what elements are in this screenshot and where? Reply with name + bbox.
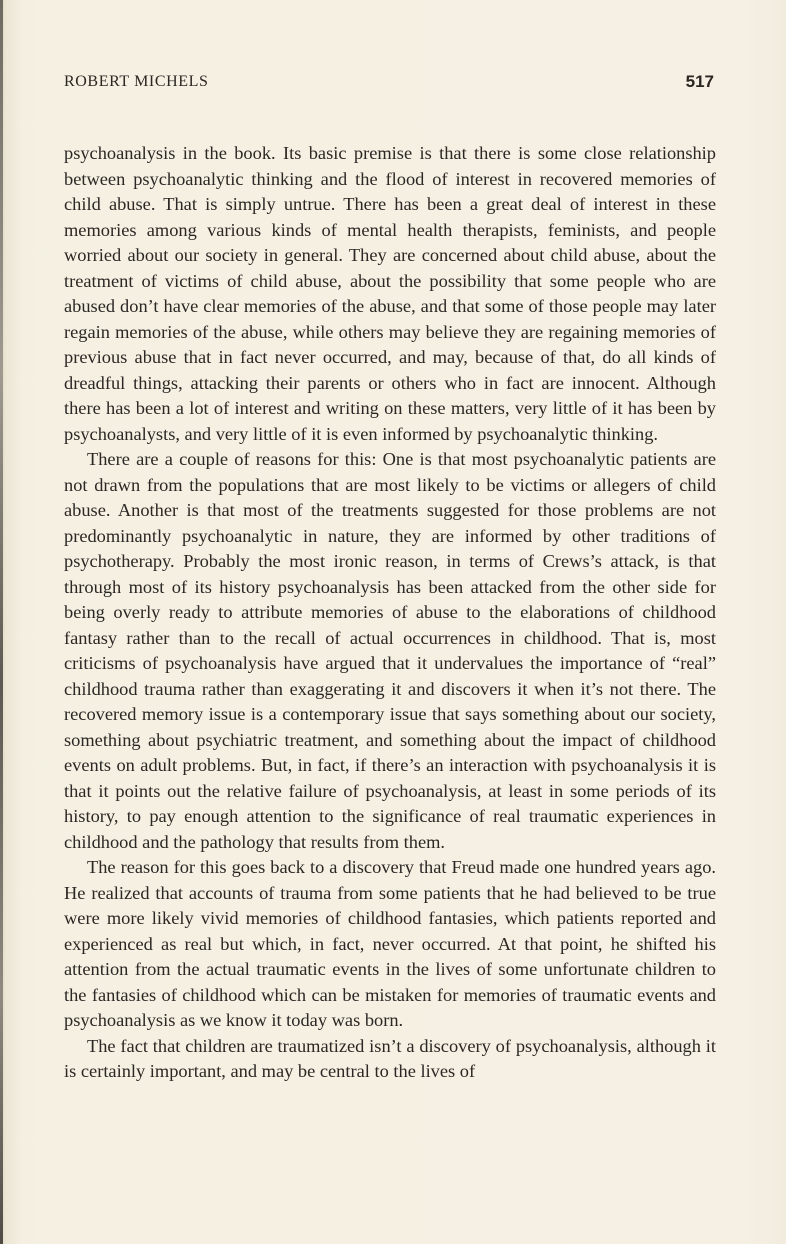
- paragraph: The reason for this goes back to a discovery that Freud made one hundred years ago. He realized that accounts of trauma from some patients that he had believed to be true were more likely vivid memories of childhood fantasies, which patients reported and experienced as real but which, in fact, never occurred. At that point, he shifted his attention from the actual traumatic events in the lives of some unfortunate children to the fantasies of childhood which can be mistaken for memories of traumatic events and psychoanalysis as we know it today was born.: [64, 857, 716, 1030]
- page-number: 517: [685, 72, 714, 91]
- running-head: [64, 73, 714, 97]
- running-head-author: ROBERT MICHELS: [64, 73, 209, 90]
- body-text: [64, 141, 716, 1085]
- book-spine-shadow: [0, 0, 3, 1244]
- paragraph: psychoanalysis in the book. Its basic premise is that there is some close relationship between psychoanalytic thinking and the flood of interest in recovered memories of child abuse. That is simply untrue. There has been a great deal of interest in these memories among various kinds of mental health therapists, feminists, and people worried about our society in general. They are concerned about child abuse, about the treatment of victims of child abuse, about the possibility that some people who are abused don’t have clear memories of the abuse, and that some of those people may later regain memories of the abuse, while others may believe they are regaining memories of previous abuse that in fact never occurred, and may, because of that, do all kinds of dreadful things, attacking their parents or others who in fact are innocent. Although there has been a lot of interest and writing on these matters, very little of it has been by psychoanalysts, and very little of it is even informed by psychoanalytic thinking.: [64, 143, 716, 444]
- paragraph: The fact that children are traumatized isn’t a discovery of psychoanalysis, although it is certainly important, and may be central to the lives of: [64, 1035, 716, 1081]
- paragraph: There are a couple of reasons for this: One is that most psychoanalytic patients are not drawn from the populations that are most likely to be victims or allegers of child abuse. Another is that most of the treatments suggested for those problems are not predominantly psychoanalytic in nature, they are informed by other traditions of psychotherapy. Probably the most ironic reason, in terms of Crews’s attack, is that through most of its history psychoanalysis has been attacked from the other side for being overly ready to attribute memories of abuse to the elaborations of childhood fantasy rather than to the recall of actual occurrences in childhood. That is, most criticisms of psychoanalysis have argued that it undervalues the importance of “real” childhood trauma rather than exaggerating it and discovers it when it’s not there. The recovered memory issue is a contemporary issue that says something about our society, something about psychiatric treatment, and something about the impact of childhood events on adult problems. But, in fact, if there’s an interaction with psychoanalysis it is that it points out the relative failure of psychoanalysis, at least in some periods of its history, to pay enough attention to the significance of real traumatic experiences in childhood and the pathology that results from them.: [64, 449, 716, 852]
